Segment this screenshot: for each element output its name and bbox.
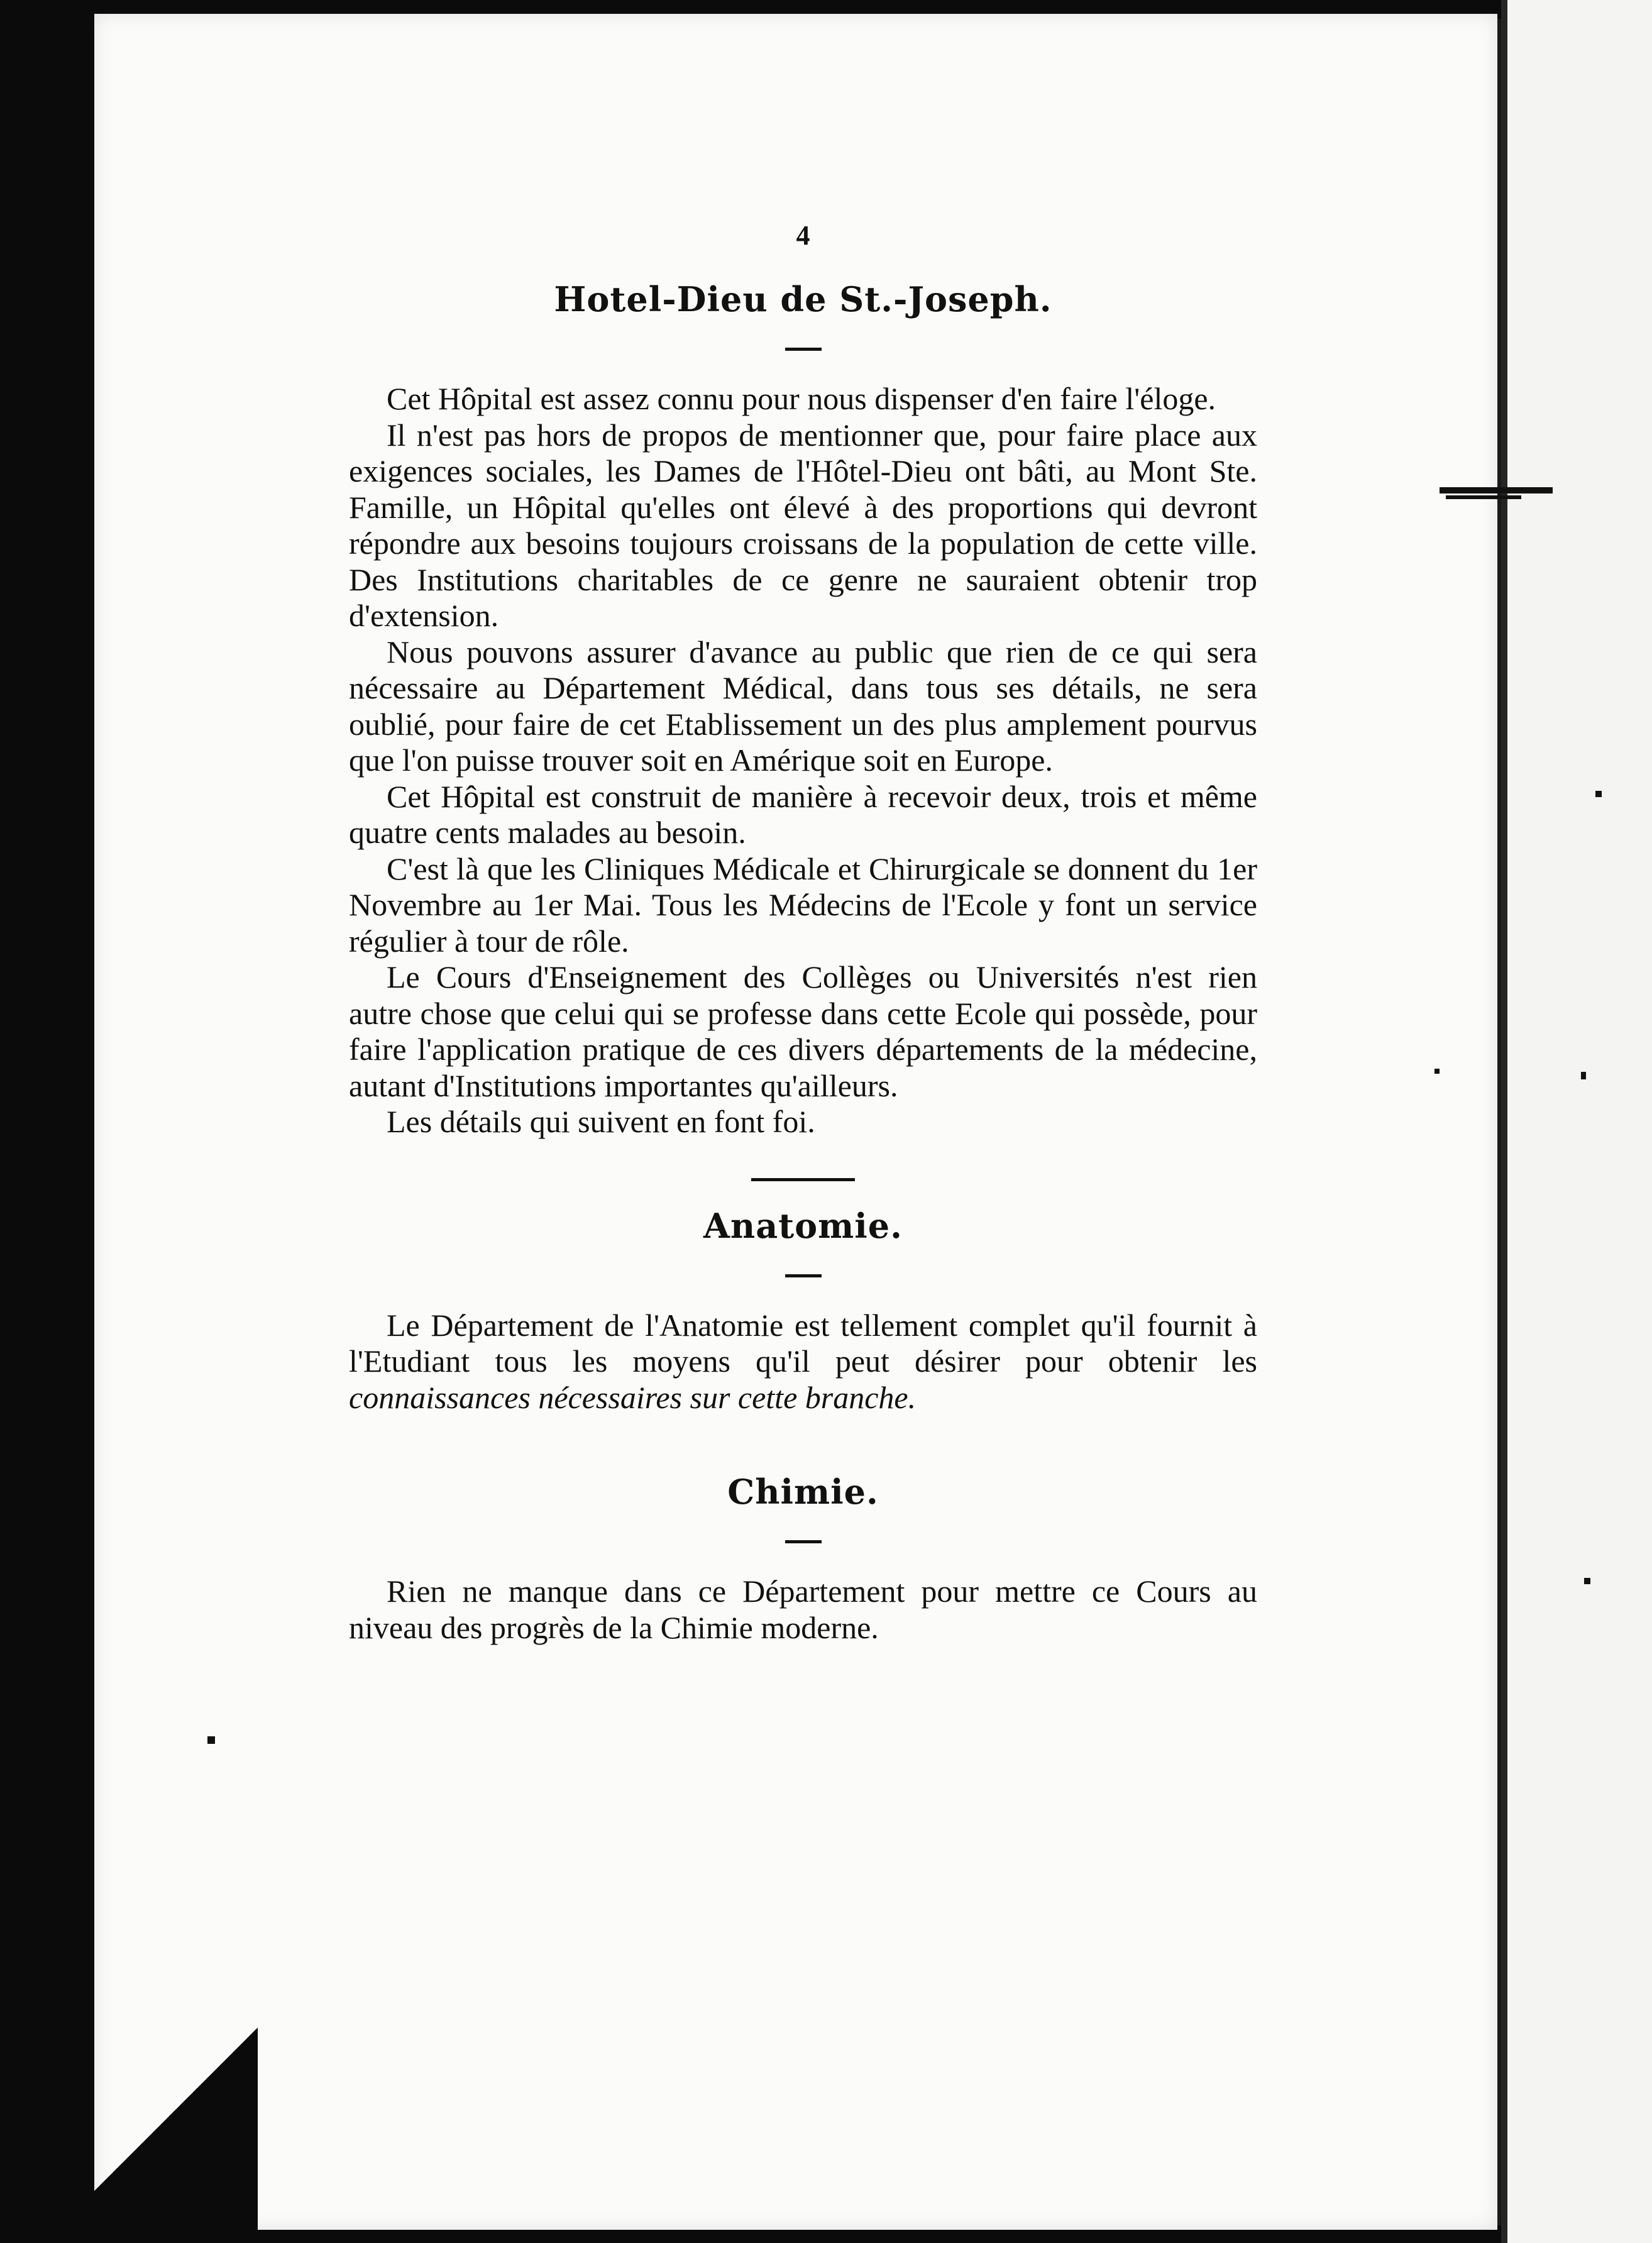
section-chimie <box>349 1470 1257 1646</box>
section-anatomie <box>349 1204 1257 1416</box>
paragraph: Cet Hôpital est construit de manière à recevoir deux, trois et même quatre cents malades au besoin. <box>349 778 1257 850</box>
paragraph: C'est là que les Cliniques Médicale et Chirurgicale se donnent du 1er Novembre au 1er Mai. Tous les Médecins de l'Ecole y font un service régulier à tour de rôle. <box>349 851 1257 959</box>
section-title-anatomie: Anatomie. <box>703 1205 903 1246</box>
scan-mark <box>207 1736 215 1744</box>
scan-mark <box>1440 487 1553 493</box>
section-hotel-dieu <box>349 277 1257 1140</box>
scan-mark <box>1581 1072 1586 1079</box>
scan-mark <box>1446 495 1521 499</box>
title-underline <box>785 348 822 351</box>
paragraph-italic-text: connaissances nécessaires sur cette branche. <box>349 1379 917 1415</box>
title-underline <box>785 1540 822 1543</box>
title-underline <box>785 1274 822 1277</box>
section-title-hotel-dieu: Hotel-Dieu de St.-Joseph. <box>554 279 1052 319</box>
paragraph: Rien ne manque dans ce Département pour mettre ce Cours au niveau des progrès de la Chimie moderne. <box>349 1573 1257 1645</box>
paragraph: Nous pouvons assurer d'avance au public que rien de ce qui sera nécessaire au Département Médical, dans tous ses détails, ne sera oublié, pour faire de cet Etablissement un des plus amplement pourvus que l'on puisse trouver soit en Amérique soit en Europe. <box>349 634 1257 778</box>
page-content <box>349 217 1257 1646</box>
paragraph <box>349 1308 1257 1416</box>
section-spacer <box>349 1416 1257 1470</box>
page-number: 4 <box>796 220 810 251</box>
section-title-chimie: Chimie. <box>727 1472 879 1512</box>
paragraph: Il n'est pas hors de propos de mentionner que, pour faire place aux exigences sociales, les Dames de l'Hôtel-Dieu ont bâti, au Mont Ste. Famille, un Hôpital qu'elles ont élevé à des proportions qui devront répondre aux besoins toujours croissans de la population de cette ville. Des Institutions charitables de ce genre ne sauraient obtenir trop d'extension. <box>349 417 1257 633</box>
paragraph-text: Le Département de l'Anatomie est tellement complet qu'il fournit à l'Etudiant tous les moyens qu'il peut désirer pour obtenir les <box>349 1307 1257 1379</box>
facing-page-gutter <box>1501 0 1507 2243</box>
paragraph: Cet Hôpital est assez connu pour nous dispenser d'en faire l'éloge. <box>387 381 1216 416</box>
paragraph: Les détails qui suivent en font foi. <box>387 1104 815 1139</box>
paragraph: Le Cours d'Enseignement des Collèges ou Universités n'est rien autre chose que celui qui se professe dans cette Ecole qui possède, pour faire l'application pratique de ces divers départements de la médecine, autant d'Institutions importantes qu'ailleurs. <box>349 959 1257 1103</box>
scan-mark <box>1584 1578 1590 1584</box>
facing-page-strip <box>1501 0 1652 2243</box>
folded-corner <box>94 1974 258 2243</box>
scan-mark <box>1595 791 1602 797</box>
scan-mark <box>1434 1069 1440 1074</box>
section-divider <box>751 1178 855 1181</box>
